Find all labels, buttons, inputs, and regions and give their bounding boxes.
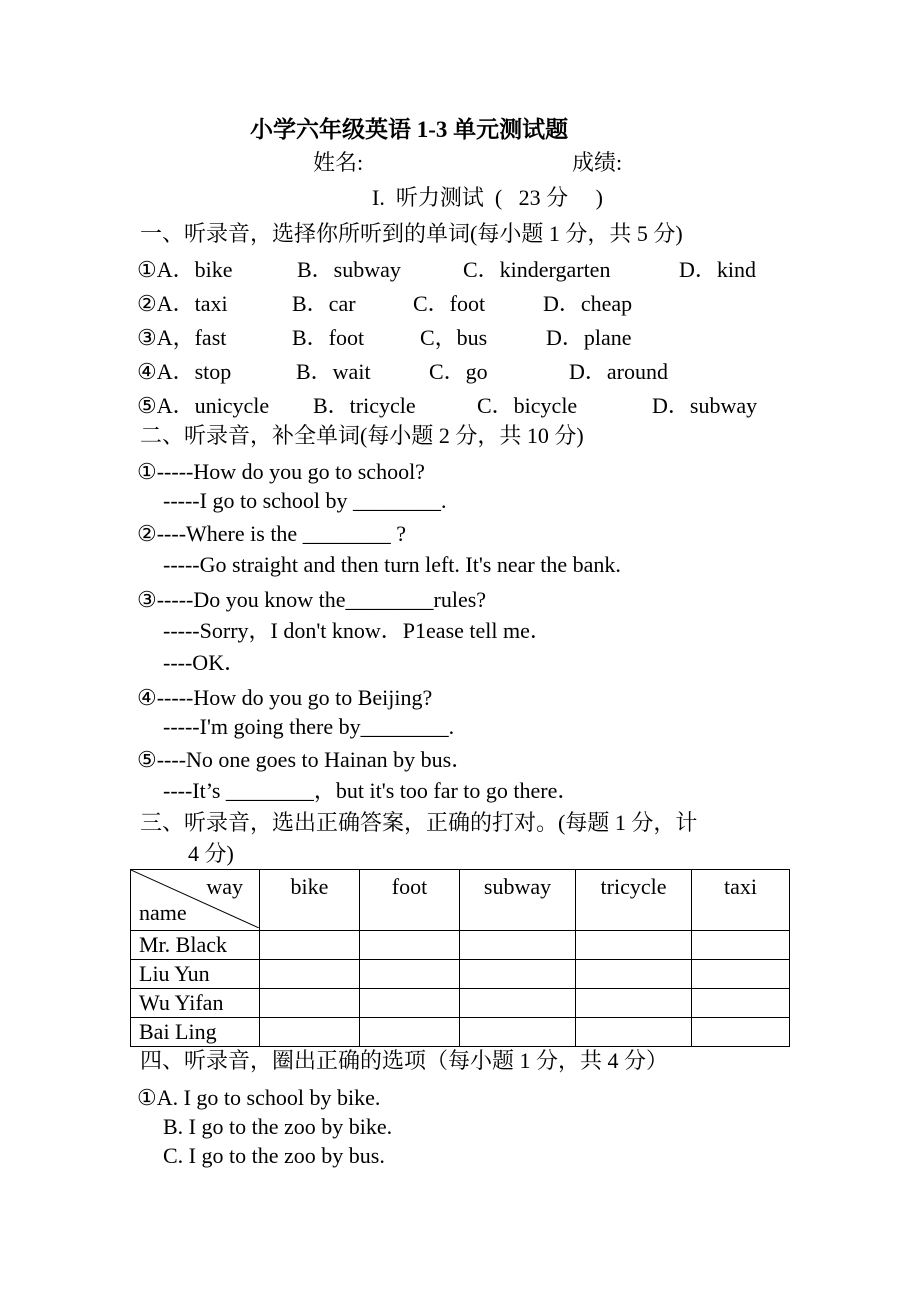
option-c: C，bus [420, 325, 488, 350]
part2-line: ③-----Do you know the________rules? [137, 587, 487, 612]
answer-cell[interactable] [360, 1018, 460, 1047]
option-b: B．car [292, 291, 356, 316]
option-d: D．subway [652, 393, 758, 418]
column-header: tricycle [576, 870, 692, 931]
part2-line: ⑤----No one goes to Hainan by bus． [137, 747, 474, 772]
option-c: C．bicycle [477, 393, 578, 418]
option-b: B．wait [296, 359, 371, 384]
part2-heading: 二、听录音，补全单词(每小题 2 分，共 10 分) [140, 423, 584, 448]
option-a: ②A．taxi [137, 291, 228, 316]
option-d: D．cheap [543, 291, 633, 316]
answer-cell[interactable] [460, 989, 576, 1018]
part2-line: ④-----How do you go to Beijing? [137, 685, 433, 710]
part2-line: ②----Where is the ________ ? [137, 521, 406, 546]
option-a: ③A，fast [137, 325, 227, 350]
table-row [131, 1018, 790, 1047]
part2-line: -----I go to school by ________. [163, 488, 447, 513]
answer-cell[interactable] [692, 960, 790, 989]
row-name: Liu Yun [131, 960, 260, 989]
column-header: taxi [692, 870, 790, 931]
part3-heading-cont: 4 分) [188, 841, 234, 866]
corner-label-name: name [139, 900, 187, 925]
part1-heading: 一、听录音，选择你所听到的单词(每小题 1 分，共 5 分) [140, 221, 683, 246]
column-header: foot [360, 870, 460, 931]
table-corner-cell [131, 870, 260, 931]
score-label: 成绩: [572, 150, 623, 175]
answer-cell[interactable] [460, 1018, 576, 1047]
column-header: bike [260, 870, 360, 931]
part4-option: B. I go to the zoo by bike. [163, 1114, 393, 1139]
option-b: B．foot [292, 325, 365, 350]
row-name: Bai Ling [131, 1018, 260, 1047]
answer-cell[interactable] [692, 931, 790, 960]
answer-cell[interactable] [460, 960, 576, 989]
row-name: Wu Yifan [131, 989, 260, 1018]
name-label: 姓名: [313, 150, 364, 175]
option-c: C．foot [413, 291, 486, 316]
part2-line: ----It’s ________，but it's too far to go there． [163, 778, 580, 803]
section-heading-listening: I. 听力测试 ( 23 分 ) [372, 185, 603, 210]
part2-line: -----I'm going there by________. [163, 714, 455, 739]
option-c: C．go [429, 359, 488, 384]
option-b: B．tricycle [313, 393, 416, 418]
row-name: Mr. Black [131, 931, 260, 960]
part2-line: -----Sorry，I don't know．P1ease tell me． [163, 618, 552, 643]
part2-line: ----OK． [163, 650, 247, 675]
answer-cell[interactable] [360, 931, 460, 960]
answer-cell[interactable] [260, 1018, 360, 1047]
option-d: D．kind [679, 257, 757, 282]
option-b: B．subway [297, 257, 401, 282]
table-header-row [131, 870, 790, 931]
answer-cell[interactable] [260, 931, 360, 960]
part4-heading: 四、听录音，圈出正确的选项（每小题 1 分，共 4 分） [140, 1048, 669, 1073]
answer-cell[interactable] [576, 931, 692, 960]
corner-label-way: way [206, 874, 243, 899]
answer-cell[interactable] [576, 960, 692, 989]
part4-option: ①A. I go to school by bike. [137, 1085, 381, 1110]
option-c: C．kindergarten [463, 257, 611, 282]
answer-cell[interactable] [692, 989, 790, 1018]
answer-cell[interactable] [576, 989, 692, 1018]
page-title: 小学六年级英语 1-3 单元测试题 [250, 117, 569, 142]
part4-option: C. I go to the zoo by bus. [163, 1143, 385, 1168]
part3-heading: 三、听录音，选出正确答案，正确的打对。(每题 1 分，计 [140, 810, 698, 835]
option-a: ④A．stop [137, 359, 232, 384]
part2-line: -----Go straight and then turn left. It's near the bank. [163, 552, 621, 577]
answer-cell[interactable] [260, 960, 360, 989]
table-row [131, 931, 790, 960]
column-header: subway [460, 870, 576, 931]
answer-cell[interactable] [360, 960, 460, 989]
answer-cell[interactable] [360, 989, 460, 1018]
option-a: ⑤A．unicycle [137, 393, 270, 418]
table-row [131, 960, 790, 989]
answer-table [130, 869, 790, 1047]
answer-cell[interactable] [692, 1018, 790, 1047]
option-d: D．around [569, 359, 668, 384]
option-d: D．plane [546, 325, 632, 350]
option-a: ①A．bike [137, 257, 233, 282]
part2-line: ①-----How do you go to school? [137, 459, 425, 484]
answer-cell[interactable] [460, 931, 576, 960]
table-row [131, 989, 790, 1018]
answer-cell[interactable] [260, 989, 360, 1018]
answer-cell[interactable] [576, 1018, 692, 1047]
